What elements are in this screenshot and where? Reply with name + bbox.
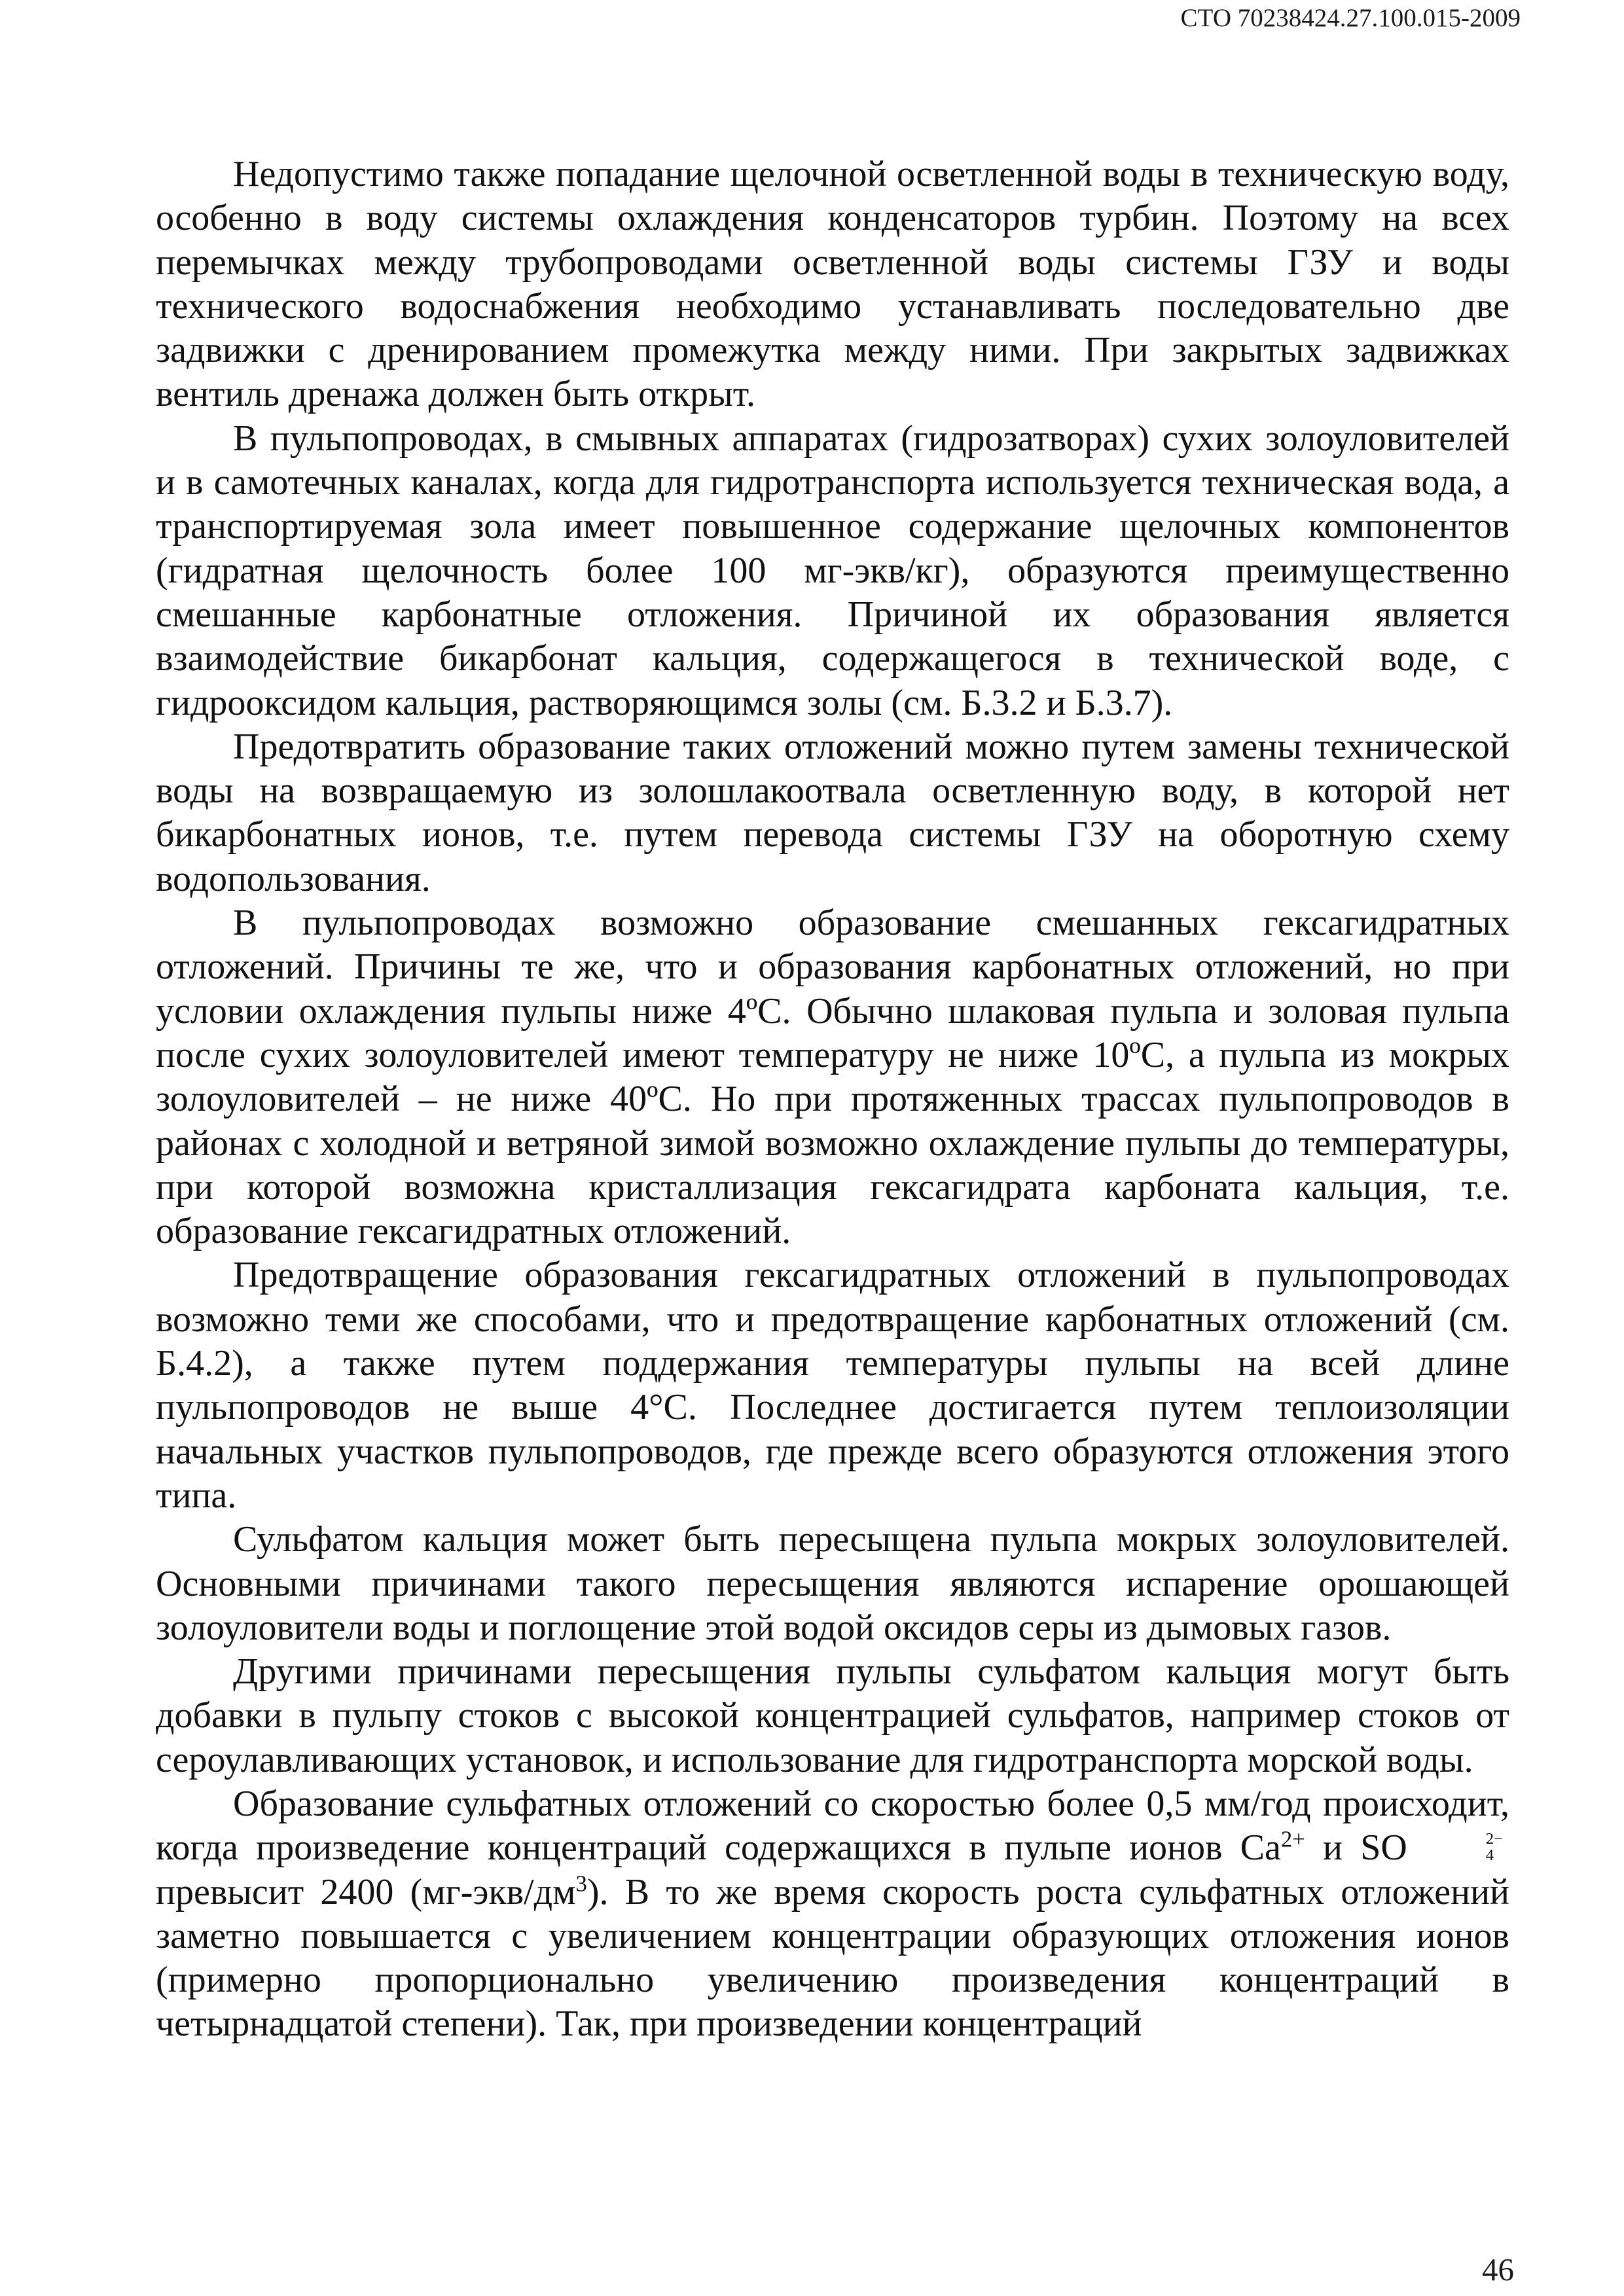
cubic-power: 3 <box>575 1870 587 1896</box>
paragraph-8-text-3: превысит 2400 (мг-экв/дм <box>156 1871 576 1912</box>
document-code-header: СТО 70238424.27.100.015-2009 <box>1180 4 1521 32</box>
sulfate-ion-indices <box>1409 1831 1503 1865</box>
paragraph-7: Другими причинами пересыщения пульпы сульфатом кальция могут быть добавки в пульпу стоков с высокой концентрацией сульфатов, например стоков от сероулавливающих установок, и использование для гидротранспорта морской воды. <box>156 1651 1509 1780</box>
paragraph-3: Предотвратить образование таких отложений можно путем замены технической воды на возвращаемую из золошлакоотвала осветленную воду, в которой нет бикарбонатных ионов, т.е. путем перевода системы ГЗУ на оборотную схему водопользования. <box>156 726 1509 899</box>
calcium-ion-charge: 2+ <box>1280 1826 1305 1852</box>
sulfate-ion-subscript: 4 <box>1485 1846 1494 1865</box>
paragraph-4: В пульпопроводах возможно образование смешанных гексагидратных отложений. Причины те же, что и образования карбонатных отложений, но при условии охлаждения пульпы ниже 4ºС. Обычно шлаковая пульпа и золовая пульпа после сухих золоуловителей имеют температуру не ниже 10ºС, а пульпа из мокрых золоуловителей – не ниже 40ºС. Но при протяженных трассах пульпопроводов в районах с холодной и ветряной зимой возможно охлаждение пульпы до температуры, при которой возможна кристаллизация гексагидрата карбоната кальция, т.е. образование гексагидратных отложений. <box>156 903 1509 1252</box>
paragraph-1: Недопустимо также попадание щелочной осветленной воды в техническую воду, особенно в воду системы охлаждения конденсаторов турбин. Поэтому на всех перемычках между трубопроводами осветленной воды системы ГЗУ и воды технического водоснабжения необходимо устанавливать последовательно две задвижки с дренированием промежутка между ними. При закрытых задвижках вентиль дренажа должен быть открыт. <box>156 154 1509 415</box>
page-number: 46 <box>1482 2251 1514 2287</box>
paragraph-8-text-1: Образование сульфатных отложений со скоростью более 0,5 мм/год происходит, когда произведение концентраций содержащихся в пульпе ионов Ca <box>156 1783 1509 1869</box>
paragraph-5: Предотвращение образования гексагидратных отложений в пульпопроводах возможно теми же способами, что и предотвращение карбонатных отложений (см. Б.4.2), а также путем поддержания температуры пульпы на всей длине пульпопроводов не выше 4°С. Последнее достигается путем теплоизоляции начальных участков пульпопроводов, где прежде всего образуются отложения этого типа. <box>156 1255 1509 1516</box>
sulfate-ion-charge: 2− <box>1485 1829 1503 1848</box>
paragraph-6: Сульфатом кальция может быть пересыщена пульпа мокрых золоуловителей. Основными причинами такого пересыщения являются испарение орошающей золоуловители воды и поглощение этой водой оксидов серы из дымовых газов. <box>156 1519 1509 1648</box>
paragraph-8-text-2: и SO <box>1305 1827 1407 1869</box>
paragraph-8-text-4: ). В то же время скорость роста сульфатных отложений заметно повышается с увеличением концентрации образующих отложения ионов (примерно пропорционально увеличению произведения концентраций в четырнадцатой степени). Так, при произведении концентраций <box>156 1871 1510 2045</box>
document-body <box>156 152 1509 2047</box>
paragraph-8 <box>156 1782 1509 2047</box>
paragraph-2: В пульпопроводах, в смывных аппаратах (гидрозатворах) сухих золоуловителей и в самотечных каналах, когда для гидротранспорта используется техническая вода, а транспортируемая зола имеет повышенное содержание щелочных компонентов (гидратная щелочность более 100 мг-экв/кг), образуются преимущественно смешанные карбонатные отложения. Причиной их образования является взаимодействие бикарбонат кальция, содержащегося в технической воде, с гидрооксидом кальция, растворяющимся золы (см. Б.3.2 и Б.3.7). <box>156 418 1509 723</box>
